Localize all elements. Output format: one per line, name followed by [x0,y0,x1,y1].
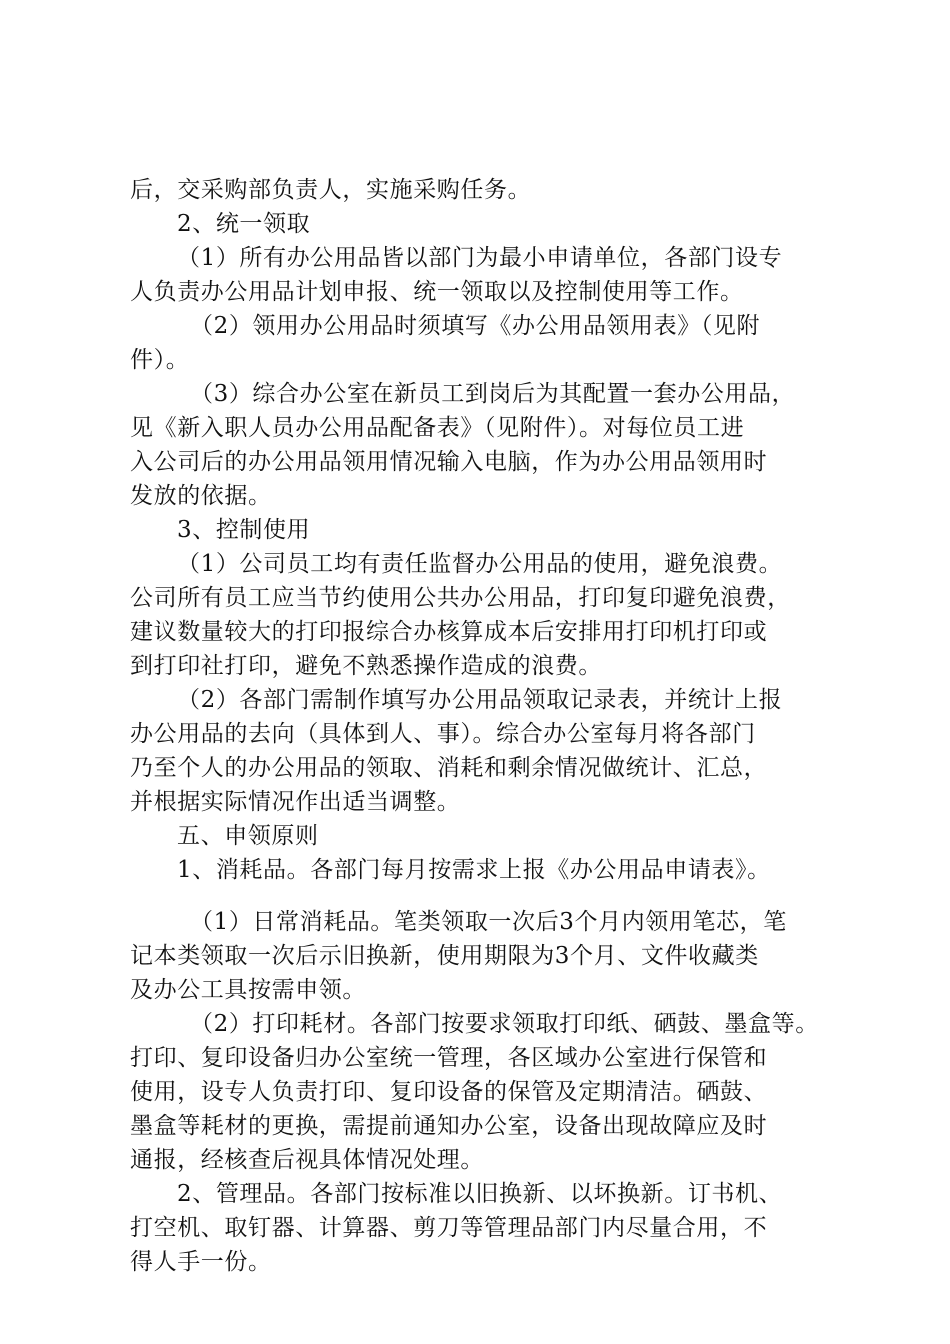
text-line: （1）公司员工均有责任监督办公用品的使用，避免浪费。 [177,551,783,577]
text-line: 到打印社打印，避免不熟悉操作造成的浪费。 [130,653,602,679]
text-line: 后，交采购部负责人，实施采购任务。 [130,177,532,203]
text-line: 记本类领取一次后示旧换新，使用期限为3个月、文件收藏类 [130,943,759,969]
text-line: 1、消耗品。各部门每月按需求上报《办公用品申请表》。 [177,857,771,883]
section-heading: 2、统一领取 [177,211,311,237]
text-line: （2）打印耗材。各部门按要求领取打印纸、硒鼓、墨盒等。 [190,1011,819,1037]
text-line: 见《新入职人员办公用品配备表》（见附件）。对每位员工进 [130,415,745,441]
text-line: 2、管理品。各部门按标准以旧换新、以坏换新。订书机、 [177,1181,783,1207]
text-line: （2）领用办公用品时须填写《办公用品领用表》（见附 [190,313,761,339]
text-line: （3）综合办公室在新员工到岗后为其配置一套办公用品， [190,381,796,407]
text-line: （1）所有办公用品皆以部门为最小申请单位，各部门设专 [177,245,783,271]
text-line: 墨盒等耗材的更换，需提前通知办公室，设备出现故障应及时 [130,1113,768,1139]
text-line: 并根据实际情况作出适当调整。 [130,789,461,815]
text-line: 公司所有员工应当节约使用公共办公用品，打印复印避免浪费， [130,585,791,611]
text-line: （2）各部门需制作填写办公用品领取记录表，并统计上报 [177,687,783,713]
text-line: 建议数量较大的打印报综合办核算成本后安排用打印机打印或 [130,619,768,645]
text-line: 使用，设专人负责打印、复印设备的保管及定期清洁。硒鼓、 [130,1079,768,1105]
text-line: 及办公工具按需申领。 [130,977,366,1003]
text-line: 乃至个人的办公用品的领取、消耗和剩余情况做统计、汇总， [130,755,768,781]
section-heading: 五、申领原则 [177,823,319,849]
text-line: （1）日常消耗品。笔类领取一次后3个月内领用笔芯，笔 [190,909,787,935]
text-line: 件）。 [130,347,190,373]
text-line: 打印、复印设备归办公室统一管理，各区域办公室进行保管和 [130,1045,768,1071]
text-line: 办公用品的去向（具体到人、事）。综合办公室每月将各部门 [130,721,756,747]
text-line: 得人手一份。 [130,1249,272,1275]
text-line: 通报，经核查后视具体情况处理。 [130,1147,484,1173]
text-line: 打空机、取钉器、计算器、剪刀等管理品部门内尽量合用，不 [130,1215,768,1241]
section-heading: 3、控制使用 [177,517,311,543]
text-line: 发放的依据。 [130,483,272,509]
text-line: 人负责办公用品计划申报、统一领取以及控制使用等工作。 [130,279,744,305]
text-line: 入公司后的办公用品领用情况输入电脑，作为办公用品领用时 [130,449,768,475]
